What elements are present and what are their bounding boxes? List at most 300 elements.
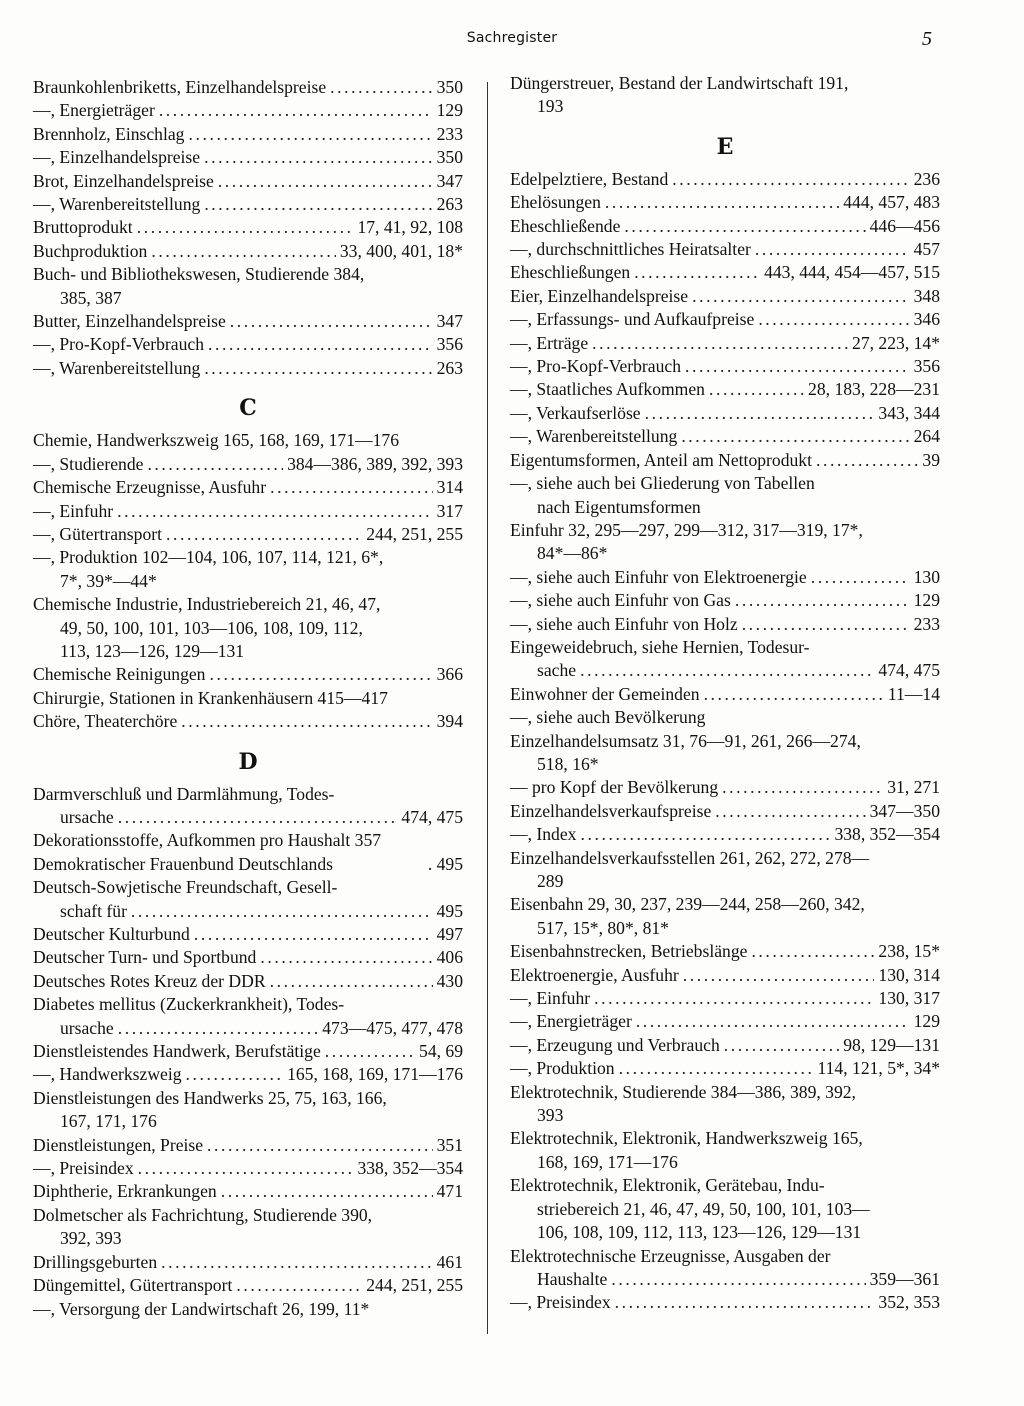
- entry-term: Chemische Reinigungen: [33, 664, 206, 685]
- entry-page-refs: 338, 352—354: [357, 1158, 463, 1179]
- entry-term: Chöre, Theaterchöre: [33, 711, 178, 732]
- index-entry-continuation: [510, 95, 940, 118]
- entry-page-refs: 233: [913, 613, 940, 634]
- entry-term: 113, 123—126, 129—131: [60, 640, 245, 661]
- index-entry: [33, 1298, 463, 1321]
- index-entry: [510, 1034, 940, 1057]
- entry-page-refs: 129: [436, 100, 463, 121]
- index-entry: [33, 146, 463, 169]
- index-entry: [33, 1063, 463, 1086]
- entry-page-refs: 244, 251, 255: [366, 1275, 463, 1296]
- index-entry: [33, 216, 463, 239]
- index-entry: [33, 476, 463, 499]
- entry-page-refs: 446—456: [869, 215, 940, 236]
- index-entry: [33, 1204, 463, 1227]
- leader-dots: [704, 683, 884, 706]
- leader-dots: [138, 1157, 354, 1180]
- index-entry: [510, 1291, 940, 1314]
- index-entry: [510, 1081, 940, 1104]
- entry-page-refs: 347: [436, 311, 463, 332]
- index-entry: [510, 800, 940, 823]
- entry-term: 392, 393: [60, 1228, 122, 1249]
- entry-term: Haushalte: [537, 1268, 608, 1289]
- index-entry: [33, 1157, 463, 1180]
- entry-page-refs: 130: [913, 566, 940, 587]
- leader-dots: [204, 193, 432, 216]
- leader-dots: [131, 900, 433, 923]
- entry-term: —, Studierende: [33, 453, 144, 474]
- index-entry: [33, 1180, 463, 1203]
- leader-dots: [209, 663, 432, 686]
- section-letter: D: [238, 748, 258, 775]
- index-entry-continuation: [510, 496, 940, 519]
- index-entry: [510, 589, 940, 612]
- leader-dots: [270, 476, 433, 499]
- page-header: [0, 30, 1024, 54]
- entry-term: Eheschließende: [510, 215, 621, 236]
- entry-term: —, Einfuhr: [510, 988, 591, 1009]
- index-entry: [33, 453, 463, 476]
- index-entry: [510, 285, 940, 308]
- entry-term: ursache: [60, 1017, 114, 1038]
- entry-page-refs: 343, 344: [878, 402, 940, 423]
- entry-term: —, Gütertransport: [33, 523, 162, 544]
- entry-term: Deutscher Kulturbund: [33, 924, 190, 944]
- index-entry-continuation: [510, 542, 940, 565]
- entry-term: nach Eigentumsformen: [537, 496, 701, 517]
- entry-term: —, Versorgung der Landwirtschaft 26, 199, 11*: [33, 1298, 370, 1319]
- entry-term: —, Produktion 102—104, 106, 107, 114, 121, 6*,: [33, 547, 384, 568]
- index-entry: [33, 429, 463, 452]
- entry-term: 49, 50, 100, 101, 103—106, 108, 109, 112,: [60, 617, 363, 638]
- entry-term: 84*—86*: [537, 543, 608, 564]
- leader-dots: [188, 123, 432, 146]
- leader-dots: [592, 332, 848, 355]
- entry-page-refs: 356: [913, 356, 940, 377]
- entry-term: —, siehe auch Einfuhr von Holz: [510, 613, 738, 634]
- entry-term: —, Einzelhandelspreise: [33, 147, 201, 168]
- entry-term: Dienstleistungen des Handwerks 25, 75, 163, 166,: [33, 1087, 387, 1108]
- entry-term: —, Staatliches Aufkommen: [510, 379, 705, 400]
- entry-term: Ehelösungen: [510, 192, 601, 213]
- index-entry-continuation: [33, 617, 463, 640]
- leader-dots: [147, 453, 283, 476]
- index-entry: [510, 1057, 940, 1080]
- entry-page-refs: 444, 457, 483: [843, 192, 940, 213]
- entry-term: 106, 108, 109, 112, 113, 123—126, 129—131: [537, 1222, 862, 1243]
- entry-term: Eheschließungen: [510, 262, 631, 283]
- index-entry-continuation: [33, 1110, 463, 1133]
- entry-term: —, Warenbereitstellung: [33, 357, 201, 378]
- leader-dots: [236, 1274, 362, 1297]
- entry-term: —, Index: [510, 824, 577, 845]
- leader-dots: [230, 310, 433, 333]
- entry-term: Dekorationsstoffe, Aufkommen pro Haushalt 357: [33, 830, 382, 851]
- section-letter: C: [239, 395, 257, 422]
- index-entry: [33, 1274, 463, 1297]
- index-entry: [33, 876, 463, 899]
- entry-term: Einzelhandelsverkaufspreise: [510, 800, 712, 821]
- entry-page-refs: 238, 15*: [878, 941, 940, 962]
- index-entry: [33, 76, 463, 99]
- entry-page-refs: . 495: [427, 853, 463, 874]
- entry-page-refs: 406: [436, 947, 463, 968]
- leader-dots: [270, 970, 433, 993]
- leader-dots: [636, 1010, 910, 1033]
- leader-dots: [159, 99, 433, 122]
- entry-term: Chemie, Handwerkszweig 165, 168, 169, 171—176: [33, 430, 399, 451]
- entry-term: —, Erzeugung und Verbrauch: [510, 1034, 720, 1055]
- leader-dots: [722, 776, 883, 799]
- index-entry: [33, 310, 463, 333]
- index-entry: [510, 472, 940, 495]
- leader-dots: [137, 216, 354, 239]
- index-entry: [33, 923, 463, 946]
- index-entry: [510, 1010, 940, 1033]
- leader-dots: [624, 215, 865, 238]
- index-entry-continuation: [510, 753, 940, 776]
- leader-dots: [330, 76, 432, 99]
- index-entry-continuation: [33, 806, 463, 829]
- index-entry: [510, 893, 940, 916]
- entry-page-refs: 348: [913, 285, 940, 306]
- entry-page-refs: 129: [913, 590, 940, 611]
- entry-term: Einwohner der Gemeinden: [510, 683, 700, 704]
- entry-page-refs: 350: [436, 77, 463, 97]
- entry-term: —, durchschnittliches Heiratsalter: [510, 239, 751, 260]
- index-entry: [510, 191, 940, 214]
- entry-page-refs: 114, 121, 5*, 34*: [817, 1058, 940, 1079]
- leader-dots: [325, 1040, 415, 1063]
- entry-page-refs: 350: [436, 147, 463, 168]
- leader-dots: [218, 170, 433, 193]
- entry-page-refs: 384—386, 389, 392, 393: [287, 453, 463, 474]
- index-column-right: [510, 72, 940, 1315]
- entry-term: —, Pro-Kopf-Verbrauch: [510, 356, 681, 377]
- index-entry: [510, 402, 940, 425]
- entry-term: Einzelhandelsumsatz 31, 76—91, 261, 266—274,: [510, 730, 861, 751]
- page-number: 5: [922, 28, 932, 50]
- entry-page-refs: 28, 183, 228—231: [808, 379, 940, 400]
- index-entry-continuation: [510, 1221, 940, 1244]
- index-entry-continuation: [33, 570, 463, 593]
- entry-term: Eisenbahn 29, 30, 237, 239—244, 258—260, 342,: [510, 894, 865, 915]
- index-entry: [510, 425, 940, 448]
- entry-page-refs: 338, 352—354: [834, 824, 940, 845]
- entry-term: —, Handwerkszweig: [33, 1064, 182, 1085]
- entry-term: Diabetes mellitus (Zuckerkrankheit), Todes-: [33, 994, 345, 1015]
- entry-page-refs: 27, 223, 14*: [852, 332, 940, 353]
- entry-term: Braunkohlenbriketts, Einzelhandelspreise: [33, 77, 327, 97]
- running-head: Sachregister: [466, 30, 558, 46]
- entry-term: —, Warenbereitstellung: [33, 194, 201, 215]
- entry-page-refs: 346: [913, 309, 940, 330]
- leader-dots: [611, 1268, 865, 1291]
- index-entry-continuation: [33, 640, 463, 663]
- leader-dots: [208, 333, 433, 356]
- entry-page-refs: 443, 444, 454—457, 515: [764, 262, 940, 283]
- index-entry: [33, 123, 463, 146]
- entry-page-refs: 17, 41, 92, 108: [357, 217, 463, 238]
- entry-page-refs: 497: [436, 924, 463, 944]
- entry-term: Chemische Industrie, Industriebereich 21, 46, 47,: [33, 594, 381, 615]
- index-entry: [510, 261, 940, 284]
- index-entry-continuation: [33, 900, 463, 923]
- index-entry: [33, 170, 463, 193]
- index-entry: [510, 215, 940, 238]
- entry-term: Brennholz, Einschlag: [33, 123, 185, 144]
- leader-dots: [207, 1134, 433, 1157]
- entry-page-refs: 347: [436, 170, 463, 191]
- leader-dots: [811, 566, 910, 589]
- entry-term: Buch- und Bibliothekswesen, Studierende 384,: [33, 264, 365, 285]
- leader-dots: [161, 1251, 432, 1274]
- entry-term: —, siehe auch Einfuhr von Elektroenergie: [510, 566, 807, 587]
- entry-page-refs: 233: [436, 123, 463, 144]
- entry-page-refs: 461: [436, 1251, 463, 1272]
- entry-term: Bruttoprodukt: [33, 217, 133, 238]
- entry-term: Chirurgie, Stationen in Krankenhäusern 415—417: [33, 687, 388, 708]
- index-entry: [33, 663, 463, 686]
- entry-term: —, Warenbereitstellung: [510, 426, 678, 447]
- entry-term: 168, 169, 171—176: [537, 1151, 678, 1172]
- leader-dots: [186, 1063, 284, 1086]
- leader-dots: [580, 823, 830, 846]
- leader-dots: [672, 168, 909, 191]
- index-entry: [33, 500, 463, 523]
- entry-term: —, siehe auch Einfuhr von Gas: [510, 590, 731, 611]
- entry-page-refs: 356: [436, 334, 463, 355]
- entry-page-refs: 317: [436, 500, 463, 521]
- index-entry: [510, 72, 940, 95]
- index-entry: [510, 1245, 940, 1268]
- index-entry: [510, 519, 940, 542]
- index-entry: [510, 847, 940, 870]
- column-divider: [487, 82, 488, 1334]
- entry-term: 289: [537, 871, 564, 891]
- entry-term: 518, 16*: [537, 753, 599, 774]
- index-entry: [33, 357, 463, 380]
- index-entry: [33, 710, 463, 733]
- entry-page-refs: 394: [436, 711, 463, 732]
- leader-dots: [742, 613, 910, 636]
- entry-term: Edelpelztiere, Bestand: [510, 168, 669, 189]
- entry-term: Deutsches Rotes Kreuz der DDR: [33, 970, 266, 991]
- index-entry-continuation: [510, 870, 940, 893]
- index-entry: [510, 636, 940, 659]
- index-entry: [33, 1087, 463, 1110]
- entry-term: Düngerstreuer, Bestand der Landwirtschaft 191,: [510, 73, 849, 93]
- entry-page-refs: 130, 314: [878, 964, 940, 985]
- entry-term: Dienstleistungen, Preise: [33, 1134, 204, 1155]
- index-entry-continuation: [510, 1151, 940, 1174]
- leader-dots: [260, 946, 432, 969]
- entry-page-refs: 236: [913, 168, 940, 189]
- index-entry: [33, 1040, 463, 1063]
- entry-page-refs: 264: [913, 426, 940, 447]
- entry-term: Demokratischer Frauenbund Deutschlands: [33, 853, 333, 874]
- index-entry: [510, 168, 940, 191]
- index-entry: [33, 993, 463, 1016]
- leader-dots: [118, 806, 398, 829]
- index-entry: [510, 823, 940, 846]
- section-letter: E: [716, 133, 734, 160]
- entry-term: —, Pro-Kopf-Verbrauch: [33, 334, 204, 355]
- entry-page-refs: 430: [436, 970, 463, 991]
- entry-page-refs: 351: [436, 1134, 463, 1155]
- index-entry: [33, 970, 463, 993]
- entry-page-refs: 98, 129—131: [843, 1034, 940, 1055]
- index-entry: [33, 546, 463, 569]
- leader-dots: [735, 589, 910, 612]
- entry-term: Darmverschluß und Darmlähmung, Todes-: [33, 783, 335, 804]
- index-entry: [510, 332, 940, 355]
- entry-term: —, siehe auch bei Gliederung von Tabellen: [510, 473, 815, 494]
- entry-page-refs: 54, 69: [419, 1041, 463, 1062]
- index-entry: [33, 853, 463, 876]
- index-entry: [33, 829, 463, 852]
- leader-dots: [751, 940, 874, 963]
- entry-page-refs: 495: [436, 900, 463, 921]
- entry-term: ursache: [60, 806, 114, 827]
- entry-term: Butter, Einzelhandelspreise: [33, 311, 226, 332]
- index-entry: [510, 964, 940, 987]
- entry-term: — pro Kopf der Bevölkerung: [510, 777, 719, 798]
- index-entry: [510, 706, 940, 729]
- index-entry: [510, 987, 940, 1010]
- entry-page-refs: 129: [913, 1011, 940, 1032]
- leader-dots: [816, 449, 918, 472]
- entry-term: —, Preisindex: [33, 1158, 134, 1179]
- entry-term: Elektrotechnische Erzeugnisse, Ausgaben der: [510, 1245, 831, 1266]
- index-entry: [33, 593, 463, 616]
- index-entry: [510, 776, 940, 799]
- entry-term: 167, 171, 176: [60, 1111, 157, 1132]
- entry-term: 7*, 39*—44*: [60, 570, 157, 591]
- leader-dots: [692, 285, 910, 308]
- entry-page-refs: 33, 400, 401, 18*: [339, 240, 463, 261]
- entry-term: schaft für: [60, 900, 127, 921]
- index-entry: [33, 946, 463, 969]
- leader-dots: [166, 523, 362, 546]
- entry-term: Einfuhr 32, 295—297, 299—312, 317—319, 17*,: [510, 519, 863, 540]
- index-entry: [33, 333, 463, 356]
- entry-term: Eier, Einzelhandelspreise: [510, 285, 689, 306]
- entry-term: 393: [537, 1105, 564, 1126]
- index-entry: [33, 1134, 463, 1157]
- index-entry: [510, 940, 940, 963]
- entry-term: Einzelhandelsverkaufsstellen 261, 262, 272, 278—: [510, 847, 870, 868]
- index-entry-continuation: [33, 1017, 463, 1040]
- entry-page-refs: 366: [436, 664, 463, 685]
- entry-page-refs: 473—475, 477, 478: [322, 1017, 463, 1038]
- index-entry: [33, 193, 463, 216]
- leader-dots: [683, 964, 875, 987]
- index-entry: [510, 730, 940, 753]
- index-entry-continuation: [510, 1268, 940, 1291]
- leader-dots: [615, 1291, 875, 1314]
- index-entry: [33, 99, 463, 122]
- entry-term: Elektrotechnik, Elektronik, Gerätebau, Indu-: [510, 1175, 825, 1196]
- entry-page-refs: 314: [436, 477, 463, 498]
- index-entry: [510, 566, 940, 589]
- leader-dots: [634, 261, 760, 284]
- leader-dots: [619, 1057, 814, 1080]
- leader-dots: [645, 402, 875, 425]
- entry-term: Elektroenergie, Ausfuhr: [510, 964, 679, 985]
- leader-dots: [685, 355, 910, 378]
- entry-term: sache: [537, 660, 577, 681]
- index-entry-continuation: [510, 1198, 940, 1221]
- index-entry-continuation: [33, 1227, 463, 1250]
- entry-page-refs: 263: [436, 357, 463, 378]
- entry-page-refs: 244, 251, 255: [366, 523, 463, 544]
- index-entry: [510, 238, 940, 261]
- leader-dots: [204, 146, 433, 169]
- entry-term: Elektrotechnik, Elektronik, Handwerkszweig 165,: [510, 1128, 863, 1149]
- index-entry: [510, 683, 940, 706]
- entry-page-refs: 165, 168, 169, 171—176: [287, 1064, 463, 1085]
- entry-term: striebereich 21, 46, 47, 49, 50, 100, 101, 103—: [537, 1198, 870, 1219]
- entry-page-refs: 130, 317: [878, 988, 940, 1009]
- entry-term: —, Preisindex: [510, 1292, 611, 1313]
- index-column-left: [33, 76, 463, 1321]
- leader-dots: [221, 1180, 433, 1203]
- leader-dots: [758, 308, 909, 331]
- entry-page-refs: 474, 475: [878, 660, 940, 681]
- entry-term: Eingeweidebruch, siehe Hernien, Todesur-: [510, 636, 810, 657]
- index-entry: [510, 308, 940, 331]
- leader-dots: [724, 1034, 839, 1057]
- index-entry-continuation: [510, 659, 940, 682]
- index-entry-continuation: [33, 287, 463, 310]
- entry-page-refs: 457: [913, 239, 940, 260]
- entry-page-refs: 31, 271: [887, 777, 940, 798]
- entry-term: Diphtherie, Erkrankungen: [33, 1181, 217, 1202]
- index-entry-continuation: [510, 917, 940, 940]
- leader-dots: [181, 710, 432, 733]
- entry-page-refs: 474, 475: [401, 806, 463, 827]
- entry-term: —, Energieträger: [33, 100, 155, 121]
- entry-term: 517, 15*, 80*, 81*: [537, 917, 669, 938]
- index-entry: [33, 263, 463, 286]
- entry-page-refs: 263: [436, 194, 463, 215]
- entry-term: Eisenbahnstrecken, Betriebslänge: [510, 941, 748, 962]
- leader-dots: [580, 659, 874, 682]
- entry-term: Buchproduktion: [33, 240, 148, 261]
- leader-dots: [709, 378, 804, 401]
- leader-dots: [594, 987, 874, 1010]
- entry-page-refs: 471: [436, 1181, 463, 1202]
- entry-page-refs: 11—14: [887, 683, 940, 704]
- entry-term: Elektrotechnik, Studierende 384—386, 389, 392,: [510, 1081, 856, 1102]
- leader-dots: [755, 238, 910, 261]
- entry-term: —, Einfuhr: [33, 500, 114, 521]
- index-entry: [510, 449, 940, 472]
- index-entry: [33, 687, 463, 710]
- entry-page-refs: 359—361: [869, 1268, 940, 1289]
- index-entry: [33, 1251, 463, 1274]
- leader-dots: [117, 500, 432, 523]
- index-entry: [510, 613, 940, 636]
- leader-dots: [605, 191, 839, 214]
- entry-term: Chemische Erzeugnisse, Ausfuhr: [33, 477, 267, 498]
- entry-term: Dienstleistendes Handwerk, Berufstätige: [33, 1041, 321, 1062]
- entry-term: 385, 387: [60, 287, 122, 308]
- leader-dots: [204, 357, 432, 380]
- entry-term: Brot, Einzelhandelspreise: [33, 170, 214, 191]
- entry-term: —, Produktion: [510, 1058, 615, 1079]
